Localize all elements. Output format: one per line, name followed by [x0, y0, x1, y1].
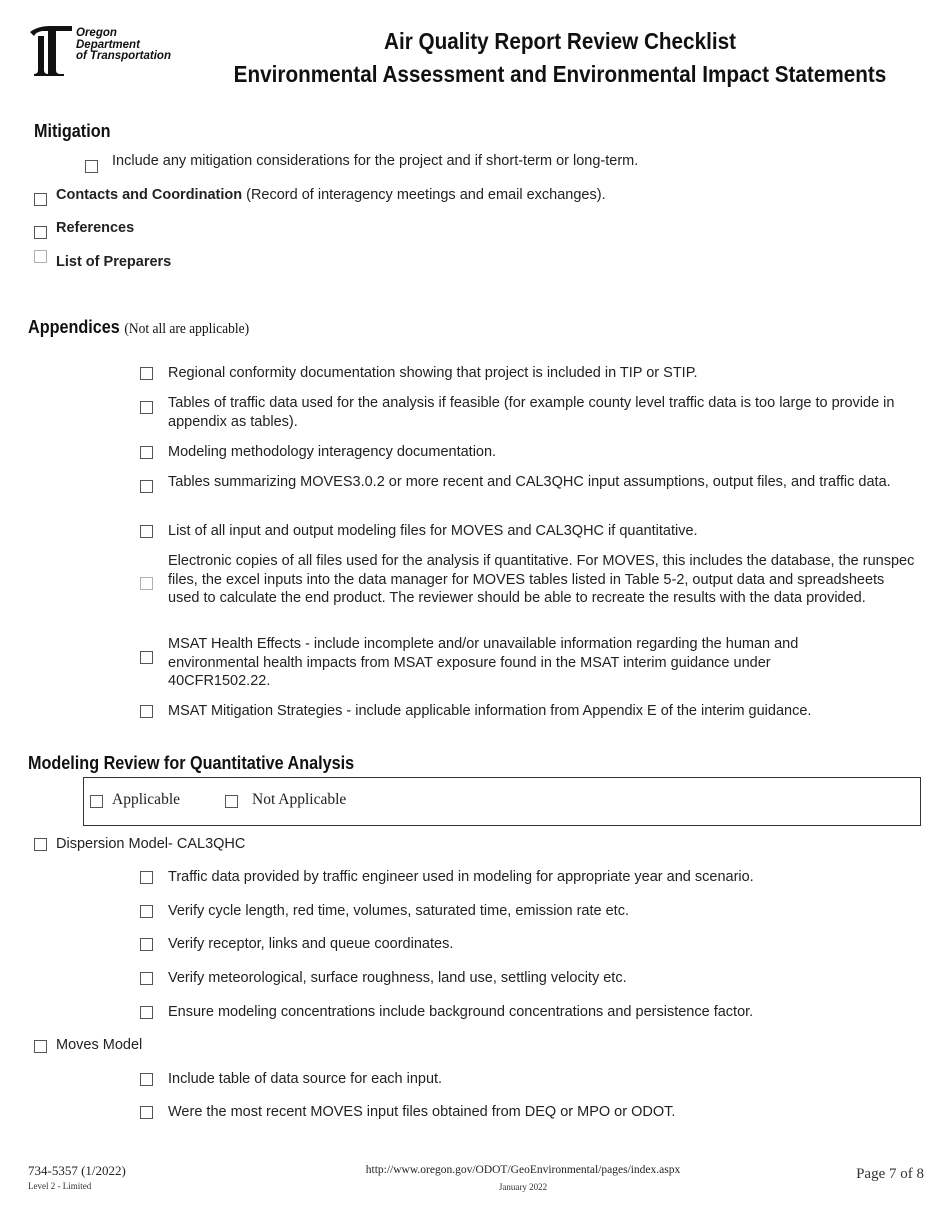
- mitigation-item-text: Include any mitigation considerations for the project and if short-term or long-term.: [112, 153, 639, 169]
- access-level: Level 2 - Limited: [28, 1181, 92, 1191]
- preparers-checkbox[interactable]: [34, 250, 47, 263]
- appendix-item-2: Tables of traffic data used for the analysis if feasible (for example county level traffic data is too large to provide in appendix as tables).: [168, 395, 895, 430]
- applicability-box: [83, 777, 921, 826]
- dispersion-checkbox-4[interactable]: [140, 972, 153, 985]
- dispersion-checkbox-2[interactable]: [140, 905, 153, 918]
- page-number: Page 7 of 8: [856, 1166, 924, 1182]
- not-applicable-checkbox[interactable]: [225, 795, 238, 808]
- odot-logo: [28, 26, 193, 76]
- moves-label: Moves Model: [56, 1037, 143, 1053]
- preparers-text: [56, 253, 171, 272]
- appendix-checkbox-7[interactable]: [140, 651, 153, 664]
- contacts-text: [56, 186, 606, 205]
- appendix-checkbox-3[interactable]: [140, 446, 153, 459]
- appendix-item-7: MSAT Health Effects - include incomplete and/or unavailable information regarding the human and environmental health impacts from MSAT exposure found in the MSAT interim guidance under 40CFR1502.22.: [168, 636, 799, 689]
- dispersion-item-4: Verify meteorological, surface roughness, land use, settling velocity etc.: [168, 970, 627, 986]
- dispersion-checkbox[interactable]: [34, 838, 47, 851]
- references-checkbox[interactable]: [34, 226, 47, 239]
- moves-checkbox-2[interactable]: [140, 1106, 153, 1119]
- odot-logo-icon: [28, 26, 74, 76]
- appendix-item-6: Electronic copies of all files used for the analysis if quantitative. For MOVES, this includes the database, the runspec files, the excel inputs into the data manager for MOVES tables listed in Table 5-2, output data and spreadsheets used to calculate the end product. The reviewer should be able to recreate the results with the data provided.: [168, 553, 915, 606]
- appendices-note: (Not all are applicable): [124, 321, 250, 337]
- footer-url[interactable]: http://www.oregon.gov/ODOT/GeoEnvironmental/pages/index.aspx: [365, 1164, 681, 1176]
- appendix-checkbox-5[interactable]: [140, 525, 153, 538]
- applicable-label: Applicable: [112, 791, 181, 808]
- appendix-item-3: Modeling methodology interagency documentation.: [168, 444, 497, 460]
- title-line-1: Air Quality Report Review Checklist: [383, 28, 737, 54]
- mitigation-item-checkbox[interactable]: [85, 160, 98, 173]
- form-number: 734-5357 (1/2022): [28, 1163, 126, 1178]
- appendices-heading: [28, 317, 249, 338]
- contacts-checkbox[interactable]: [34, 193, 47, 206]
- modeling-heading: Modeling Review for Quantitative Analysis: [28, 753, 355, 773]
- appendix-checkbox-6[interactable]: [140, 577, 153, 590]
- dispersion-checkbox-3[interactable]: [140, 938, 153, 951]
- appendix-checkbox-1[interactable]: [140, 367, 153, 380]
- contacts-bold: Contacts and Coordination: [56, 187, 243, 203]
- references-label: References: [56, 220, 135, 236]
- dispersion-checkbox-1[interactable]: [140, 871, 153, 884]
- contacts-rest: (Record of interagency meetings and email exchanges).: [242, 187, 606, 203]
- dispersion-item-3: Verify receptor, links and queue coordinates.: [168, 936, 454, 952]
- dispersion-item-1: Traffic data provided by traffic engineer used in modeling for appropriate year and scenario.: [168, 869, 754, 885]
- appendix-item-8: MSAT Mitigation Strategies - include applicable information from Appendix E of the interim guidance.: [168, 703, 812, 719]
- dispersion-label: Dispersion Model- CAL3QHC: [56, 836, 246, 852]
- moves-item-2: Were the most recent MOVES input files obtained from DEQ or MPO or ODOT.: [168, 1104, 676, 1120]
- moves-checkbox-1[interactable]: [140, 1073, 153, 1086]
- logo-line-2: Department: [76, 38, 140, 51]
- mitigation-heading: Mitigation: [34, 121, 111, 141]
- appendix-checkbox-8[interactable]: [140, 705, 153, 718]
- appendix-item-5: List of all input and output modeling files for MOVES and CAL3QHC if quantitative.: [168, 523, 698, 539]
- moves-item-1: Include table of data source for each input.: [168, 1071, 443, 1087]
- logo-line-3: of Transportation: [76, 50, 171, 62]
- preparers-label: List of Preparers: [56, 254, 172, 270]
- applicable-checkbox[interactable]: [90, 795, 103, 808]
- logo-line-1: Oregon: [76, 27, 117, 39]
- appendices-title: Appendices: [28, 317, 120, 337]
- references-text: [56, 219, 134, 238]
- logo-text: [76, 28, 171, 63]
- appendix-checkbox-4[interactable]: [140, 480, 153, 493]
- appendix-item-1: Regional conformity documentation showing that project is included in TIP or STIP.: [168, 365, 698, 381]
- dispersion-checkbox-5[interactable]: [140, 1006, 153, 1019]
- appendix-checkbox-2[interactable]: [140, 401, 153, 414]
- footer-date: January 2022: [498, 1182, 548, 1192]
- not-applicable-label: Not Applicable: [252, 791, 347, 808]
- dispersion-item-2: Verify cycle length, red time, volumes, saturated time, emission rate etc.: [168, 903, 629, 919]
- dispersion-item-5: Ensure modeling concentrations include background concentrations and persistence factor.: [168, 1004, 754, 1020]
- appendix-item-4: Tables summarizing MOVES3.0.2 or more recent and CAL3QHC input assumptions, output files, and traffic data.: [168, 474, 891, 490]
- moves-checkbox[interactable]: [34, 1040, 47, 1053]
- title-line-2: Environmental Assessment and Environmental Impact Statements: [233, 61, 887, 87]
